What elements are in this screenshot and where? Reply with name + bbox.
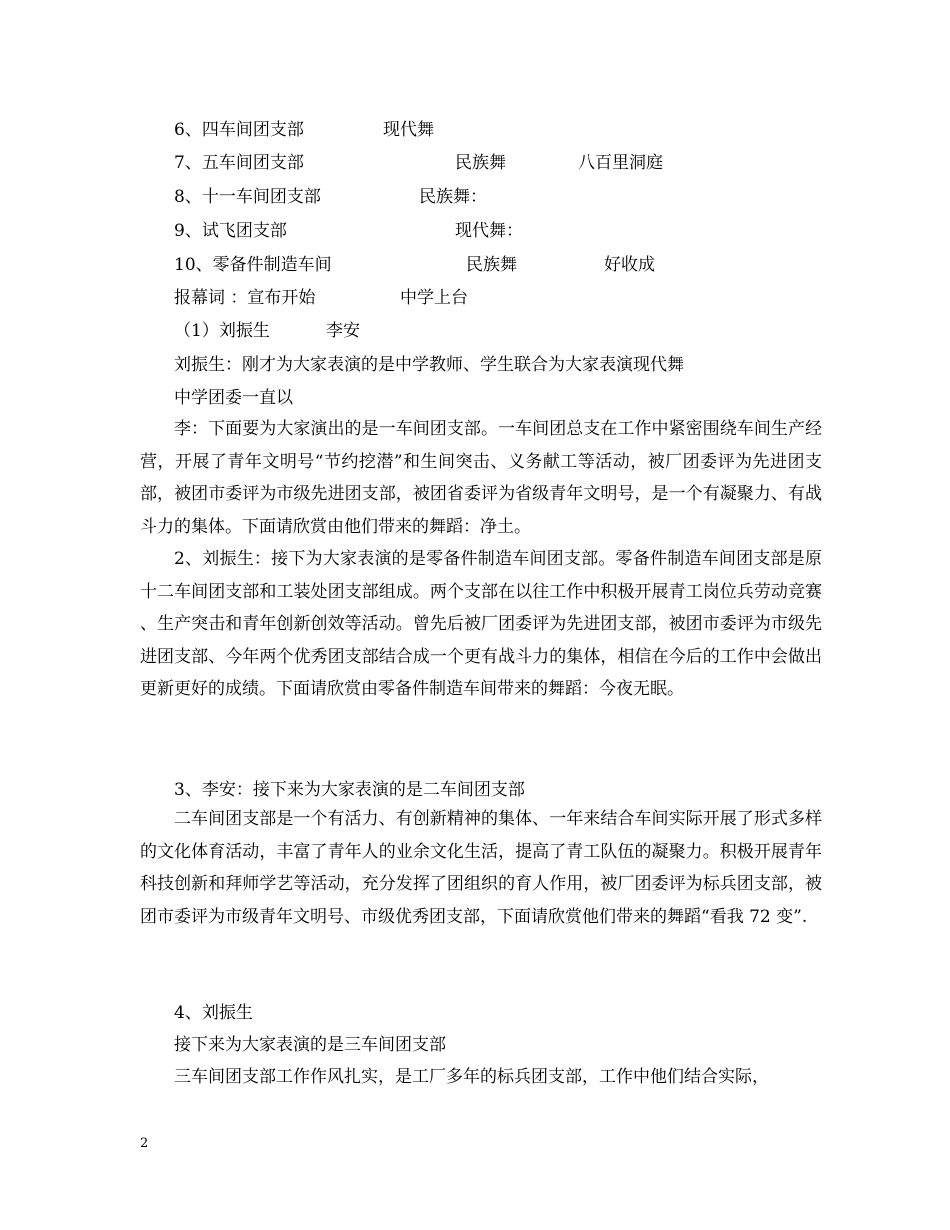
program-item-6-unit: 6、四车间团支部 [174,120,304,140]
paragraph-school-committee: 中学团委一直以 [174,388,293,408]
program-item-6-type: 现代舞 [383,120,434,140]
paragraph-liu-spare-parts: 2、刘振生：接下为大家表演的是零备件制造车间团支部。零备件制造车间团支部是原十二车间团支部和工装处团支部组成。两个支部在以往工作中积极开展青工岗位兵劳动竞赛 、生产突击和青年创新创效等活动。曾先后被厂团委评为先进团支部，被团市委评为市级先进团支部、今年两个优秀团支部结合成一个更有战斗力的集体，相信在今后的工作中会做出更新更好的成绩。下面请欣赏由零备件制造车间带来的舞蹈：今夜无眠。 [140,549,822,699]
paragraph-workshop-three-intro: 接下来为大家表演的是三车间团支部 [174,1035,446,1055]
program-item-9-unit: 9、试飞团支部 [174,221,287,241]
curtain-note: 中学上台 [400,288,468,308]
program-item-10-unit: 10、零备件制造车间 [174,255,332,275]
paragraph-li-workshop-one: 李：下面要为大家演出的是一车间团支部。一车间团总支在工作中紧密围绕车间生产经营，开展了青年文明号“节约挖潜”和生间突击、义务献工等活动，被厂团委评为先进团支部，被团市委评为市级先进团支部，被团省委评为省级青年文明号，是一个有凝聚力、有战斗力的集体。下面请欣赏由他们带来的舞蹈：净土。 [140,419,822,537]
page-number: 2 [140,1136,149,1151]
paragraph-workshop-two: 二车间团支部是一个有活力、有创新精神的集体、一年来结合车间实际开展了形式多样的文化体育活动，丰富了青年人的业余文化生活，提高了青工队伍的凝聚力。积极开展青年科技创新和拜师学艺等活动，充分发挥了团组织的育人作用，被厂团委评为标兵团支部，被团市委评为市级青年文明号、市级优秀团支部，下面请欣赏他们带来的舞蹈“看我 72 变”. [140,809,822,927]
program-item-8-type: 民族舞： [419,187,487,207]
paragraph-workshop-three: 三车间团支部工作作风扎实，是工厂多年的标兵团支部，工作中他们结合实际， [174,1067,769,1087]
program-item-9-type: 现代舞： [455,221,523,241]
speakers-label: （1）刘振生 [174,321,270,341]
program-item-10-title: 好收成 [604,255,655,275]
program-item-7-title: 八百里洞庭 [578,153,663,173]
program-item-7-unit: 7、五车间团支部 [174,153,304,173]
program-item-8-unit: 8、十一车间团支部 [174,187,321,207]
speakers-partner: 李安 [326,321,360,341]
program-item-10-type: 民族舞 [466,255,517,275]
program-item-7-type: 民族舞 [455,153,506,173]
paragraph-li-workshop-two-intro: 3、李安：接下来为大家表演的是二车间团支部 [174,780,525,800]
paragraph-liu-intro: 刘振生：刚才为大家表演的是中学教师、学生联合为大家表演现代舞 [174,355,684,375]
paragraph-liu-four: 4、刘振生 [174,1003,253,1023]
curtain-label: 报幕词 ：宣布开始 [174,288,316,308]
